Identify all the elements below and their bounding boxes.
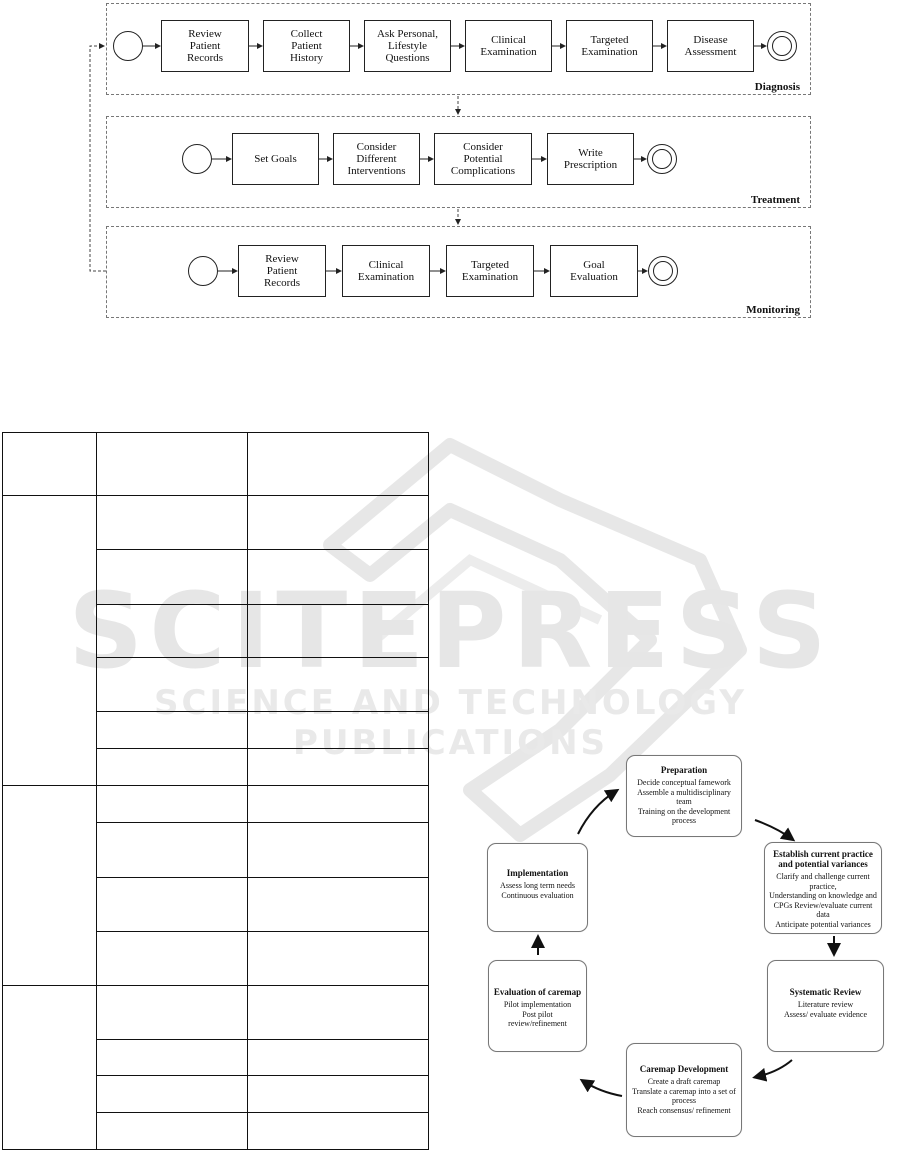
diagnosis-step-review-records: Review Patient Records — [161, 20, 249, 72]
stage-line: Assess long term needs — [500, 881, 575, 890]
diagnosis-step-disease-assessment: Disease Assessment — [667, 20, 754, 72]
caremap-stage-preparation — [626, 755, 742, 837]
stage-title: Caremap Development — [639, 1064, 729, 1074]
diagnosis-step-targeted-exam: Targeted Examination — [566, 20, 653, 72]
stage-title: Establish current practice and potential variances — [773, 849, 873, 869]
stage-title: Preparation — [660, 765, 708, 775]
arrow-to-evaluation — [583, 1081, 622, 1096]
watermark-subtitle: SCIENCE AND TECHNOLOGY PUBLICATIONS — [154, 683, 747, 763]
arrow-to-preparation — [578, 791, 616, 834]
stage-line: Continuous evaluation — [501, 890, 574, 900]
stage-line: Assemble a multidisciplinary team — [637, 787, 731, 806]
stage-line: Understanding on knowledge and CPGs Review/evaluate current data — [769, 891, 877, 919]
monitoring-step-clinical-exam: Clinical Examination — [342, 245, 430, 297]
stage-line: Assess/ evaluate evidence — [783, 1009, 868, 1019]
stage-line: Clarify and challenge current practice, — [776, 872, 870, 891]
stage-line: Pilot implementation — [503, 1000, 572, 1009]
stage-line: Decide conceptual famework — [637, 778, 731, 787]
stage-title: Implementation — [506, 868, 569, 878]
arrow-to-development — [756, 1060, 792, 1077]
treatment-step-write-prescription: Write Prescription — [547, 133, 634, 185]
stage-line: Anticipate potential variances — [775, 919, 871, 929]
caremap-stage-evaluation — [488, 960, 587, 1052]
stage-line: Post pilot review/refinement — [508, 1009, 567, 1028]
caremap-stage-development — [626, 1043, 742, 1137]
diagnosis-step-lifestyle-questions: Ask Personal, Lifestyle Questions — [364, 20, 451, 72]
treatment-step-set-goals: Set Goals — [232, 133, 319, 185]
monitoring-lane-label: Monitoring — [746, 304, 800, 316]
monitoring-step-targeted-exam: Targeted Examination — [446, 245, 534, 297]
stage-line: Literature review — [797, 1000, 854, 1009]
arrow-to-establish — [755, 820, 792, 839]
stage-line: Create a draft caremap — [647, 1077, 721, 1086]
treatment-step-potential-complications: Consider Potential Complications — [434, 133, 532, 185]
diagnosis-lane-label: Diagnosis — [754, 81, 800, 93]
stage-line: Training on the development process — [637, 806, 731, 825]
treatment-lane-label: Treatment — [750, 194, 800, 206]
diagnosis-step-collect-history: Collect Patient History — [263, 20, 350, 72]
monitoring-step-goal-evaluation: Goal Evaluation — [550, 245, 638, 297]
stage-title: Evaluation of caremap — [493, 987, 582, 997]
monitoring-step-review-records: Review Patient Records — [238, 245, 326, 297]
stage-line: Translate a caremap into a set of process — [632, 1086, 736, 1105]
caremap-stage-establish — [764, 842, 882, 934]
stage-title: Systematic Review — [789, 987, 862, 997]
treatment-step-different-interventions: Consider Different Interventions — [333, 133, 420, 185]
watermark-title: SCITEPRESS — [68, 570, 833, 692]
caremap-stage-systematic-review — [767, 960, 884, 1052]
caremap-stage-implementation — [487, 843, 588, 932]
stage-line: Reach consensus/ refinement — [637, 1105, 731, 1115]
diagnosis-step-clinical-exam: Clinical Examination — [465, 20, 552, 72]
